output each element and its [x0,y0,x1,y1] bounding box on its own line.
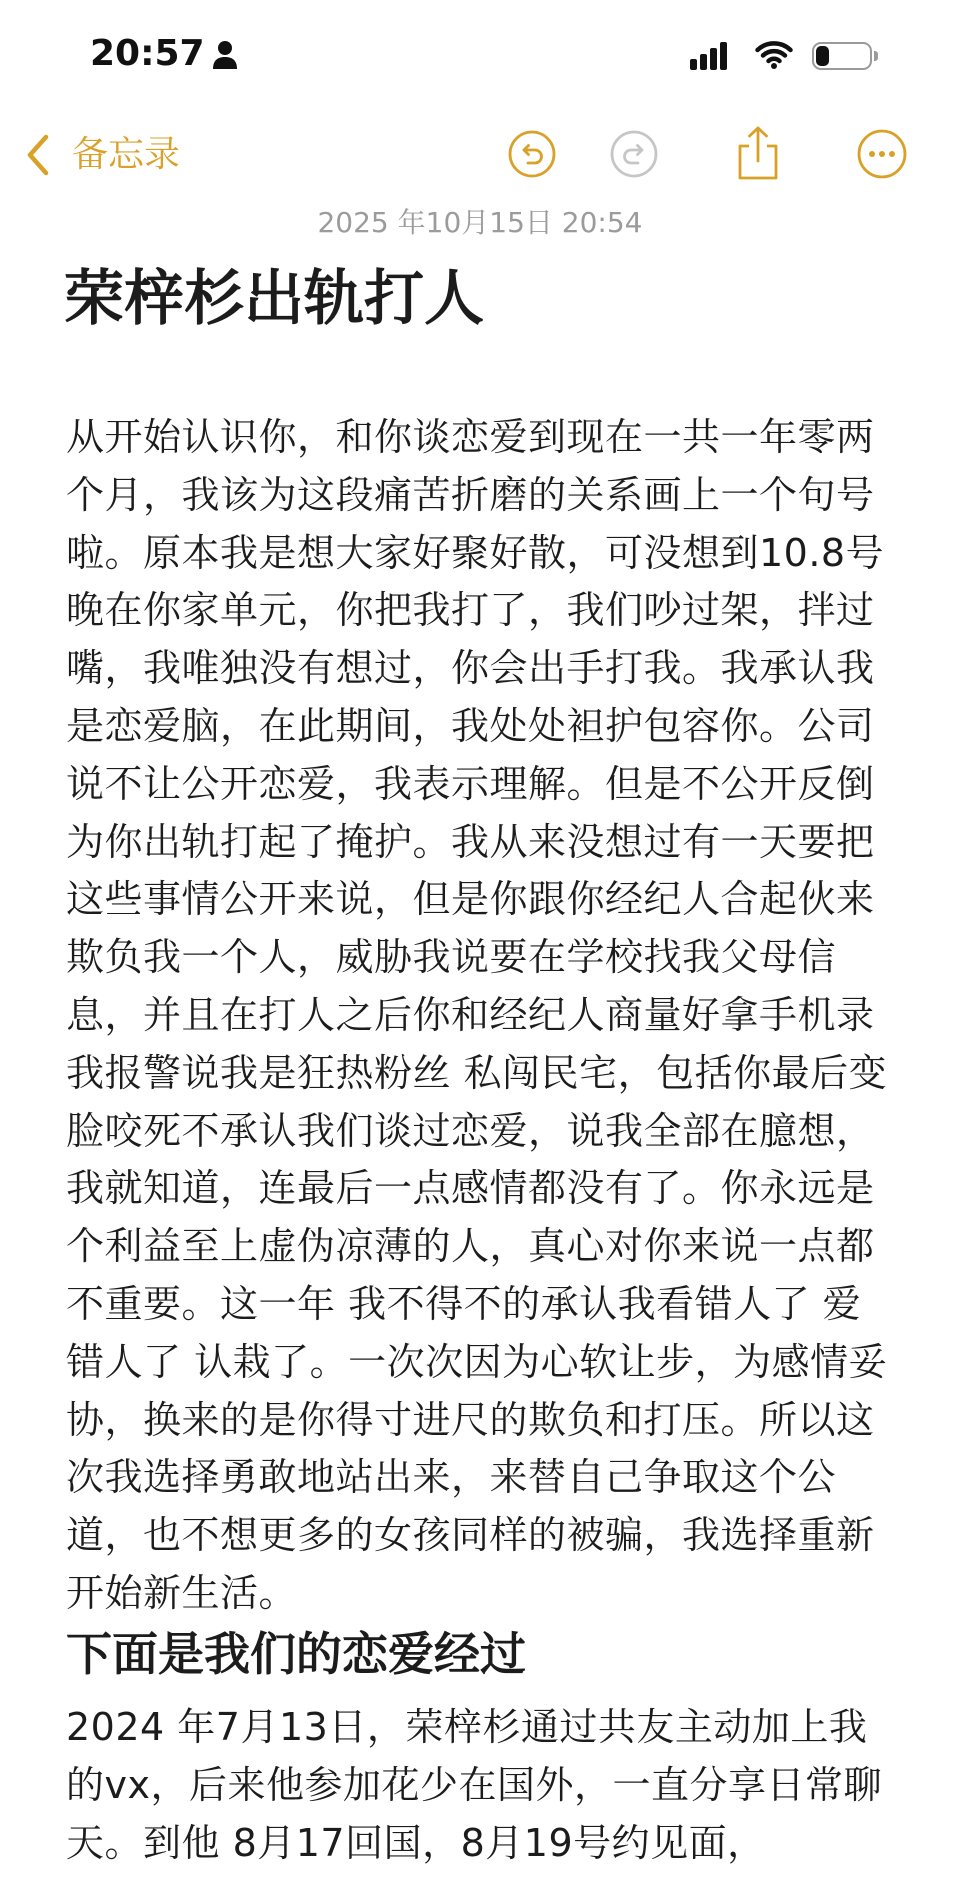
note-paragraph-2[interactable] [66,1699,896,1872]
note-title[interactable]: 荣梓杉出轨打人 [64,264,484,334]
redo-icon[interactable] [609,129,659,179]
battery-nub [874,51,878,61]
back-button[interactable] [24,128,180,182]
battery-level-fill [816,46,829,66]
body-line: 啦。原本我是想大家好聚好散，可没想到10.8号 [66,530,885,575]
body-line: 脸咬死不承认我们谈过恋爱，说我全部在臆想， [66,1108,875,1153]
body-line: 我就知道，连最后一点感情都没有了。你永远是 [66,1166,875,1211]
note-date: 2025 年10月15日 20:54 [317,206,643,239]
body-line: 欺负我一个人，威胁我说要在学校找我父母信 [66,935,837,980]
person-icon [212,40,238,70]
body-line: 不重要。这一年 我不得不的承认我看错人了 爱 [66,1281,862,1326]
body-line: 的vx，后来他参加花少在国外，一直分享日常聊 [66,1762,882,1807]
status-time: 20:57 [90,33,205,74]
body-line: 嘴，我唯独没有想过，你会出手打我。我承认我 [66,646,875,691]
body-line: 个利益至上虚伪凉薄的人，真心对你来说一点都 [66,1224,875,1269]
body-line: 从开始认识你，和你谈恋爱到现在一共一年零两 [66,415,875,459]
body-line: 天。到他 8月17回国，8月19号约见面， [66,1820,766,1865]
body-line: 我报警说我是狂热粉丝 私闯民宅，包括你最后变 [66,1050,888,1095]
body-line: 是恋爱脑，在此期间，我处处袒护包容你。公司 [66,703,875,748]
note-section-heading[interactable]: 下面是我们的恋爱经过 [66,1627,526,1681]
share-icon[interactable] [735,124,781,182]
battery-icon [812,42,884,72]
body-line: 错人了 认栽了。一次次因为心软让步，为感情妥 [66,1339,888,1384]
note-paragraph-1[interactable] [66,409,896,1623]
body-line: 开始新生活。 [66,1570,298,1615]
body-line: 为你出轨打起了掩护。我从来没想过有一天要把 [66,819,875,864]
body-line: 个月，我该为这段痛苦折磨的关系画上一个句号 [66,472,875,517]
undo-icon[interactable] [507,129,557,179]
body-line: 2024 年7月13日，荣梓杉通过共友主动加上我 [66,1705,868,1749]
back-label: 备忘录 [72,134,181,175]
wifi-icon [754,38,794,70]
body-line: 次我选择勇敢地站出来，来替自己争取这个公 [66,1455,837,1500]
body-line: 晚在你家单元，你把我打了，我们吵过架，拌过 [66,588,875,633]
more-icon[interactable] [856,128,908,180]
cellular-signal-icon [690,40,728,70]
body-line: 这些事情公开来说，但是你跟你经纪人合起伙来 [66,877,875,922]
body-line: 息，并且在打人之后你和经纪人商量好拿手机录 [66,992,875,1037]
chevron-left-icon [24,133,52,177]
body-line: 说不让公开恋爱，我表示理解。但是不公开反倒 [66,761,875,806]
body-line: 道，也不想更多的女孩同样的被骗，我选择重新 [66,1513,875,1558]
body-line: 协，换来的是你得寸进尺的欺负和打压。所以这 [66,1397,875,1442]
